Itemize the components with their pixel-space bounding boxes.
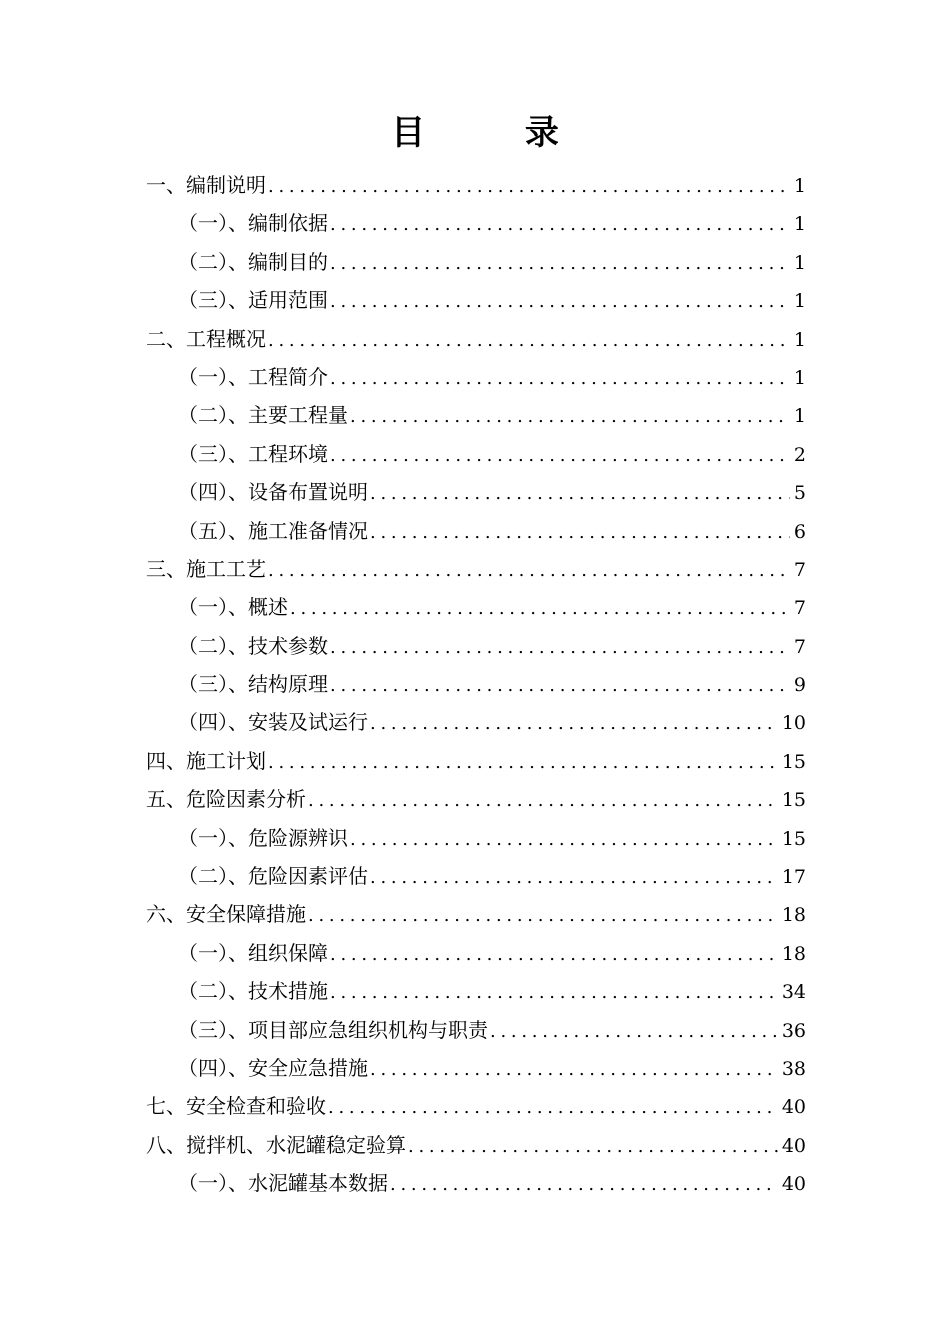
toc-subsection-entry[interactable] (146, 703, 806, 741)
toc-page-number: 6 (793, 520, 806, 543)
toc-subsection-entry[interactable] (146, 857, 806, 895)
toc-dot-leader (490, 1013, 778, 1051)
toc-section-entry[interactable] (146, 895, 806, 933)
toc-page-number: 34 (781, 981, 806, 1004)
toc-page-number: 5 (793, 482, 806, 505)
toc-page-number: 40 (781, 1134, 806, 1157)
toc-section-entry[interactable] (146, 550, 806, 588)
toc-subsection-entry[interactable] (146, 396, 806, 434)
toc-page-number: 2 (793, 443, 806, 466)
toc-dot-leader (330, 206, 790, 244)
toc-dot-leader (370, 859, 778, 897)
toc-entry-label: （一）、危险源辨识 (178, 825, 348, 850)
toc-entry-label: （一）、概述 (178, 595, 288, 620)
toc-dot-leader (330, 245, 790, 283)
toc-subsection-entry[interactable] (146, 204, 806, 242)
toc-section-entry[interactable] (146, 1087, 806, 1125)
toc-page-number: 1 (793, 213, 806, 236)
toc-entry-label: （四）、安装及试运行 (178, 710, 368, 735)
toc-dot-leader (408, 1128, 778, 1166)
toc-page-number: 18 (781, 942, 806, 965)
toc-entry-label: （二）、主要工程量 (178, 403, 348, 428)
toc-subsection-entry[interactable] (146, 972, 806, 1010)
toc-dot-leader (268, 322, 790, 360)
toc-entry-label: （一）、水泥罐基本数据 (178, 1171, 388, 1196)
toc-dot-leader (330, 936, 778, 974)
toc-page-number: 10 (781, 712, 806, 735)
toc-subsection-entry[interactable] (146, 588, 806, 626)
toc-dot-leader (268, 552, 790, 590)
toc-page-number: 7 (793, 635, 806, 658)
toc-page-number: 9 (793, 674, 806, 697)
toc-section-entry[interactable] (146, 742, 806, 780)
toc-page-number: 1 (793, 290, 806, 313)
toc-subsection-entry[interactable] (146, 435, 806, 473)
toc-page-number: 7 (793, 558, 806, 581)
toc-dot-leader (330, 629, 790, 667)
toc-dot-leader (370, 475, 790, 513)
toc-dot-leader (330, 667, 790, 705)
toc-section-entry[interactable] (146, 166, 806, 204)
toc-subsection-entry[interactable] (146, 934, 806, 972)
toc-page-number: 15 (781, 750, 806, 773)
toc-entry-label: 五、危险因素分析 (146, 787, 306, 812)
toc-section-entry[interactable] (146, 1126, 806, 1164)
toc-page-number: 38 (781, 1057, 806, 1080)
toc-dot-leader (370, 514, 790, 552)
toc-dot-leader (268, 744, 778, 782)
toc-page-number: 36 (781, 1019, 806, 1042)
toc-section-entry[interactable] (146, 780, 806, 818)
toc-dot-leader (350, 821, 778, 859)
toc-page-number: 15 (781, 827, 806, 850)
toc-page-number: 1 (793, 328, 806, 351)
toc-entry-label: （三）、工程环境 (178, 441, 328, 466)
toc-subsection-entry[interactable] (146, 1164, 806, 1202)
toc-entry-label: （二）、技术参数 (178, 633, 328, 658)
toc-page-number: 40 (781, 1173, 806, 1196)
toc-subsection-entry[interactable] (146, 1011, 806, 1049)
toc-subsection-entry[interactable] (146, 627, 806, 665)
toc-entry-label: （五）、施工准备情况 (178, 518, 368, 543)
toc-entry-label: 一、编制说明 (146, 173, 266, 197)
toc-dot-leader (370, 1051, 778, 1089)
toc-subsection-entry[interactable] (146, 473, 806, 511)
toc-entry-label: （三）、项目部应急组织机构与职责 (178, 1017, 488, 1042)
toc-entry-label: （二）、技术措施 (178, 979, 328, 1004)
toc-page-number: 1 (793, 175, 806, 197)
toc-entry-label: 三、施工工艺 (146, 556, 266, 581)
toc-entry-label: （三）、适用范围 (178, 288, 328, 313)
toc-dot-leader (328, 1089, 778, 1127)
toc-subsection-entry[interactable] (146, 243, 806, 281)
toc-subsection-entry[interactable] (146, 819, 806, 857)
toc-page-number: 1 (793, 251, 806, 274)
toc-dot-leader (330, 974, 778, 1012)
toc-dot-leader (268, 168, 790, 206)
toc-dot-leader (330, 283, 790, 321)
toc-entry-label: 七、安全检查和验收 (146, 1094, 326, 1119)
toc-page-number: 40 (781, 1096, 806, 1119)
toc-section-entry[interactable] (146, 320, 806, 358)
toc-page-number: 7 (793, 597, 806, 620)
toc-title: 目 录 (391, 113, 603, 153)
toc-list (146, 166, 806, 1203)
toc-entry-label: 六、安全保障措施 (146, 902, 306, 927)
toc-subsection-entry[interactable] (146, 512, 806, 550)
toc-entry-label: （四）、设备布置说明 (178, 480, 368, 505)
toc-dot-leader (290, 590, 790, 628)
toc-entry-label: （四）、安全应急措施 (178, 1055, 368, 1080)
toc-entry-label: 八、搅拌机、水泥罐稳定验算 (146, 1132, 406, 1157)
toc-dot-leader (350, 398, 790, 436)
toc-page-number: 15 (781, 789, 806, 812)
toc-entry-label: （二）、危险因素评估 (178, 864, 368, 889)
toc-page-number: 17 (781, 866, 806, 889)
toc-dot-leader (330, 360, 790, 398)
toc-page-number: 18 (781, 904, 806, 927)
toc-entry-label: 四、施工计划 (146, 748, 266, 773)
toc-page-number: 1 (793, 366, 806, 389)
toc-entry-label: （二）、编制目的 (178, 249, 328, 274)
toc-subsection-entry[interactable] (146, 1049, 806, 1087)
toc-page-number: 1 (793, 405, 806, 428)
toc-entry-label: （一）、工程简介 (178, 364, 328, 389)
toc-dot-leader (308, 782, 778, 820)
toc-entry-label: （三）、结构原理 (178, 672, 328, 697)
toc-dot-leader (308, 897, 778, 935)
toc-entry-label: （一）、组织保障 (178, 940, 328, 965)
toc-dot-leader (370, 705, 778, 743)
toc-entry-label: 二、工程概况 (146, 326, 266, 351)
toc-dot-leader (330, 437, 790, 475)
toc-subsection-entry[interactable] (146, 665, 806, 703)
toc-dot-leader (390, 1166, 778, 1204)
toc-subsection-entry[interactable] (146, 281, 806, 319)
toc-entry-label: （一）、编制依据 (178, 211, 328, 236)
toc-subsection-entry[interactable] (146, 358, 806, 396)
